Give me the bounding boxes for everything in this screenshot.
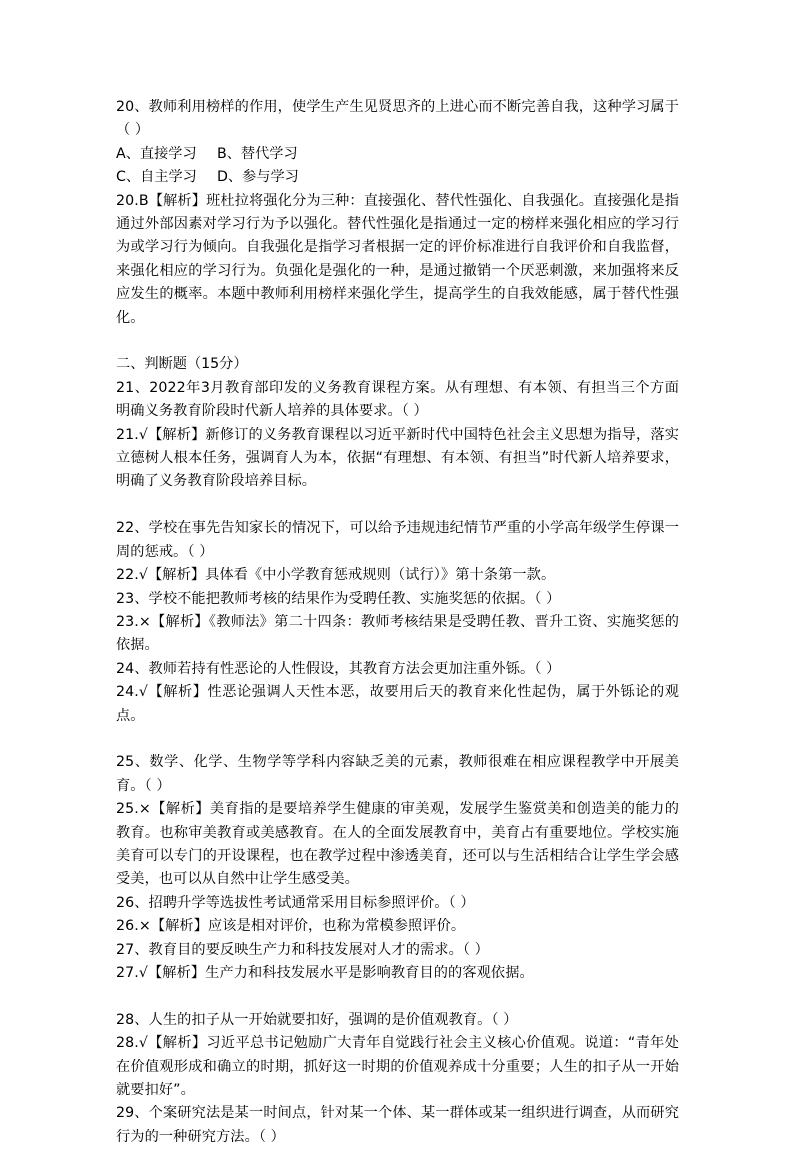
spacer (116, 728, 679, 751)
question-24-stem: 24、教师若持有性恶论的人性假设，其教育方法会更加注重外铄。（ ） (116, 660, 561, 677)
question-20-option-c[interactable]: C、自主学习 (116, 169, 197, 186)
spacer (116, 494, 679, 517)
question-25-stem: 25、数学、化学、生物学等学科内容缺乏美的元素，教师很难在相应课程教学中开展美育。（ ） (116, 754, 679, 794)
question-22-explanation: 22.√【解析】具体看《中小学教育惩戒规则（试行）》第十条第一款。 (116, 567, 556, 584)
question-27-stem: 27、教育目的要反映生产力和科技发展对人才的需求。（ ） (116, 941, 489, 958)
question-20-explanation: 20.B【解析】班杜拉将强化分为三种：直接强化、替代性强化、自我强化。直接强化是指通过外部因素对学习行为予以强化。替代性强化是指通过一定的榜样来强化相应的学习行为或学习行为倾向。自我强化是指学习者根据一定的评价标准进行自我评价和自我监督，来强化相应的学习行为。负强化是强化的一种，是通过撤销一个厌恶刺激，来加强将来反应发生的概率。本题中教师利用榜样来强化学生，提高学生的自我效能感，属于替代性强化。 (116, 192, 679, 326)
question-28-explanation: 28.√【解析】习近平总书记勉励广大青年自觉践行社会主义核心价值观。说道：“青年处在价值观形成和确立的时期，抓好这一时期的价值观养成十分重要；人生的扣子从一开始就要扣好”。 (116, 1035, 679, 1098)
question-25-explanation: 25.×【解析】美育指的是要培养学生健康的审美观，发展学生鉴赏美和创造美的能力的教育。也称审美教育或美感教育。在人的全面发展教育中，美育占有重要地位。学校实施美育可以专门的开设课程，也在教学过程中渗透美育，还可以与生活相结合让学生学会感受美，也可以从自然中让学生感受美。 (116, 801, 679, 888)
section-two-title: 二、判断题（15分） (116, 356, 248, 373)
question-21-stem: 21、2022年3月教育部印发的义务教育课程方案。从有理想、有本领、有担当三个方面明确义务教育阶段时代新人培养的具体要求。（ ） (116, 379, 679, 420)
document-content (116, 96, 679, 1149)
question-22-stem: 22、学校在事先告知家长的情况下，可以给予违规违纪情节严重的小学高年级学生停课一周的惩戒。（ ） (116, 520, 679, 560)
question-26-stem: 26、招聘升学等选拔性考试通常采用目标参照评价。（ ） (116, 894, 475, 911)
spacer (116, 985, 679, 1008)
question-24-explanation: 24.√【解析】性恶论强调人天性本恶，故要用后天的教育来化性起伪，属于外铄论的观点。 (116, 684, 679, 724)
question-20-option-a[interactable]: A、直接学习 (116, 145, 197, 162)
question-23-stem: 23、学校不能把教师考核的结果作为受聘任教、实施奖惩的依据。（ ） (116, 590, 561, 607)
spacer (116, 330, 679, 353)
question-20-option-d[interactable]: D、参与学习 (217, 169, 299, 186)
question-20-option-b[interactable]: B、替代学习 (217, 145, 298, 162)
question-28-stem: 28、人生的扣子从一开始就要扣好，强调的是价值观教育。（ ） (116, 1011, 518, 1028)
question-23-explanation: 23.×【解析】《教师法》第二十四条：教师考核结果是受聘任教、晋升工资、实施奖惩的依据。 (116, 613, 679, 654)
question-26-explanation: 26.×【解析】应该是相对评价，也称为常模参照评价。 (116, 918, 466, 935)
question-20-options-row-2 (116, 166, 679, 189)
question-20-options-row-1 (116, 143, 679, 166)
question-27-explanation: 27.√【解析】生产力和科技发展水平是影响教育目的的客观依据。 (116, 964, 534, 981)
question-21-explanation: 21.√【解析】新修订的义务教育课程以习近平新时代中国特色社会主义思想为指导，落实立德树人根本任务，强调育人为本，依据“有理想、有本领、有担当”时代新人培养要求，明确了义务教育阶段培养目标。 (116, 426, 679, 490)
question-20-stem: 20、教师利用榜样的作用，使学生产生见贤思齐的上进心而不断完善自我，这种学习属于（ ） (116, 99, 679, 139)
question-29-stem: 29、个案研究法是某一时间点，针对某一个体、某一群体或某一组织进行调查，从而研究行为的一种研究方法。（ ） (116, 1105, 679, 1145)
